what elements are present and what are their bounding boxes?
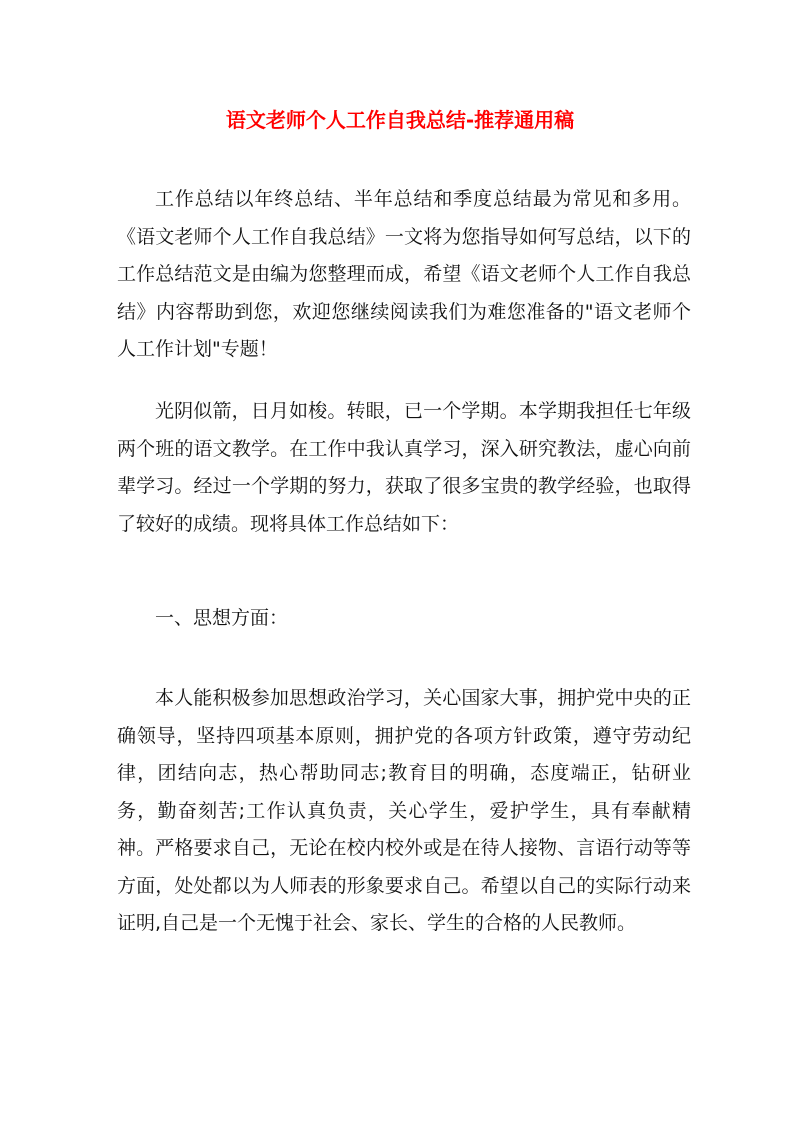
section-body-thought: 本人能积极参加思想政治学习，关心国家大事，拥护党中央的正确领导，坚持四项基本原则，拥护党的各项方针政策，遵守劳动纪律，团结向志，热心帮助同志;教育目的明确，态度端正，钻研业务，勤奋刻苦;工作认真负责，关心学生，爱护学生，具有奉献精神。严格要求自己，无论在校内校外或是在待人接物、言语行动等等方面，处处都以为人师表的形象要求自己。希望以自己的实际行动来证明,自己是一个无愧于社会、家长、学生的合格的人民教师。 [117, 687, 691, 934]
document-title: 语文老师个人工作自我总结-推荐通用稿 [225, 108, 575, 132]
opening-paragraph: 光阴似箭，日月如梭。转眼，已一个学期。本学期我担任七年级两个班的语文教学。在工作中我认真学习，深入研究教法，虚心向前辈学习。经过一个学期的努力，获取了很多宝贵的教学经验，也取得了较好的成绩。现将具体工作总结如下： [117, 400, 691, 535]
intro-paragraph: 工作总结以年终总结、半年总结和季度总结最为常见和多用。《语文老师个人工作自我总结》一文将为您指导如何写总结，以下的工作总结范文是由编为您整理而成，希望《语文老师个人工作自我总结》内容帮助到您，欢迎您继续阅读我们为难您准备的"语文老师个人工作计划"专题！ [117, 188, 691, 360]
section-heading-thought: 一、思想方面： [155, 607, 289, 629]
